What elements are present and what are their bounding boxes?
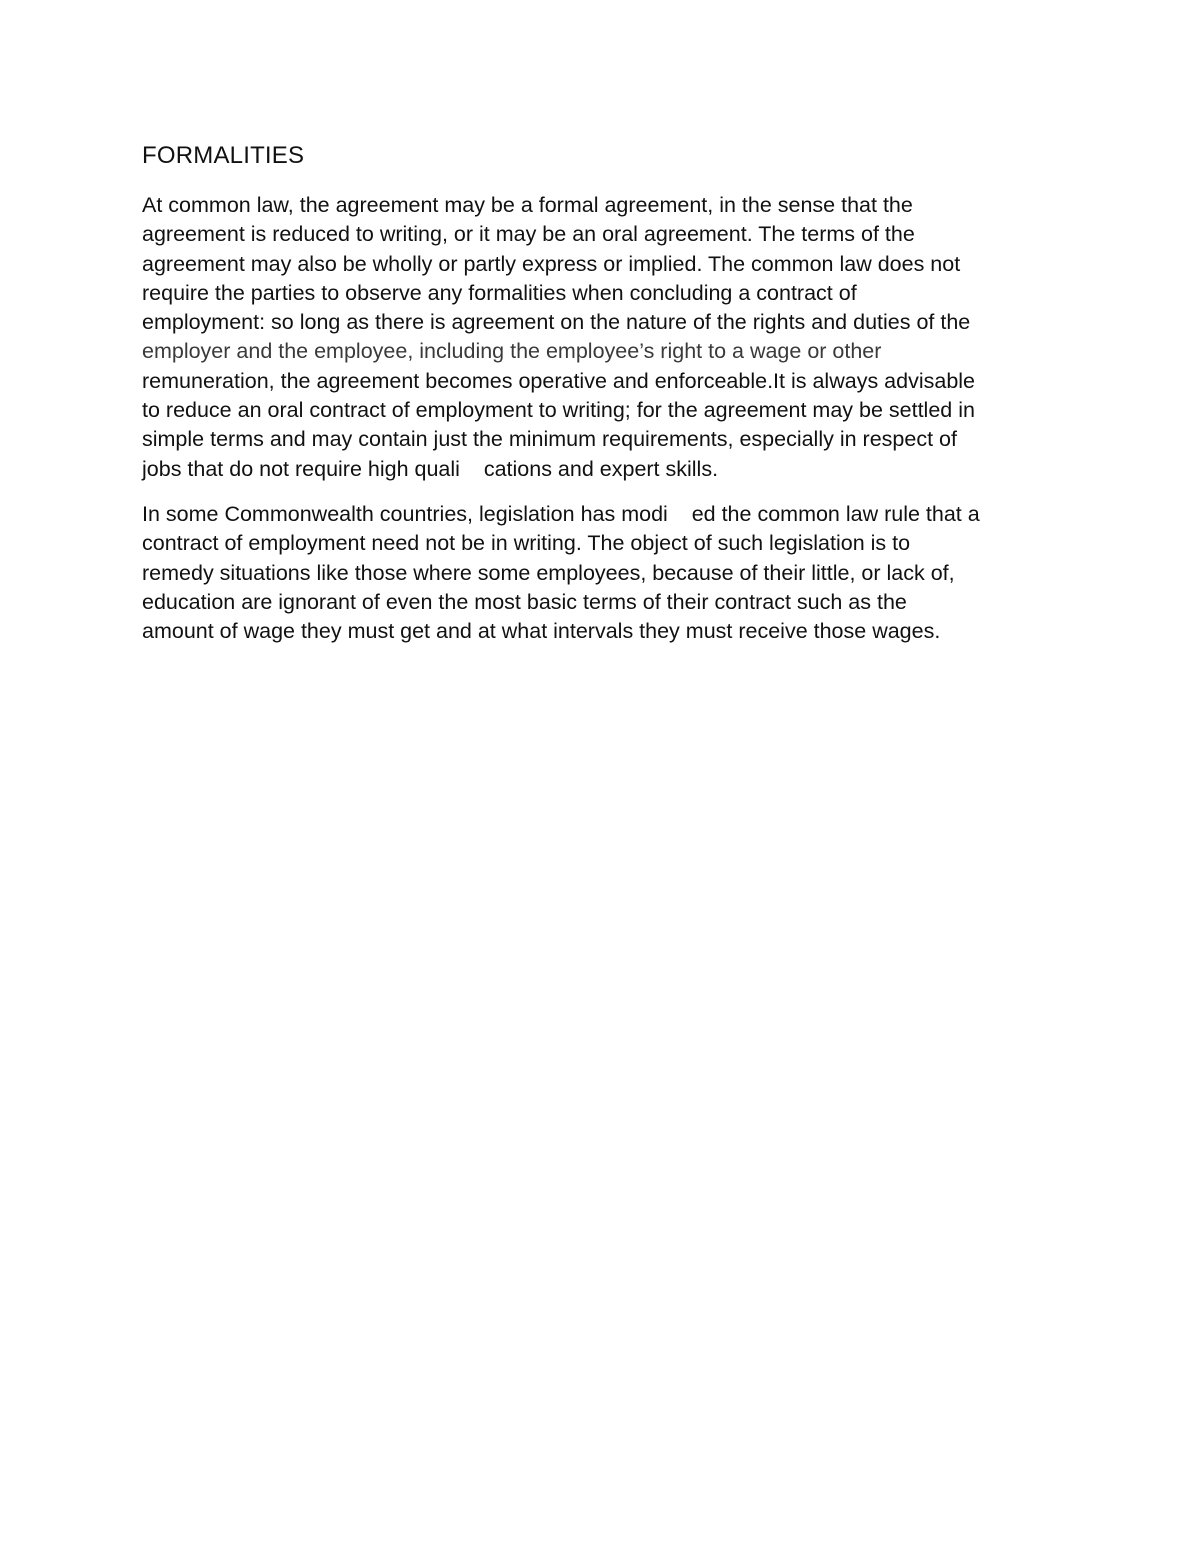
text-line: simple terms and may contain just the minimum requirements, especially in respect of <box>142 427 957 452</box>
text-line: agreement is reduced to writing, or it may be an oral agreement. The terms of the <box>142 222 915 247</box>
text-line: remedy situations like those where some employees, because of their little, or lack of, <box>142 560 955 585</box>
text-line: to reduce an oral contract of employment to writing; for the agreement may be settled in <box>142 398 975 423</box>
document-body <box>142 140 1072 662</box>
paragraph-1 <box>142 191 1072 484</box>
text-line: employer and the employee, including the employee’s right to a wage or other <box>142 339 882 364</box>
text-line: employment: so long as there is agreement on the nature of the rights and duties of the <box>142 310 971 335</box>
text-line: remuneration, the agreement becomes operative and enforceable.It is always advisable <box>142 368 976 393</box>
document-heading: FORMALITIES <box>142 142 305 169</box>
text-line: jobs that do not require high quali cations and expert skills. <box>142 456 719 481</box>
text-line: require the parties to observe any formalities when concluding a contract of <box>142 280 857 305</box>
text-line: amount of wage they must get and at what intervals they must receive those wages. <box>142 619 941 644</box>
text-line: contract of employment need not be in writing. The object of such legislation is to <box>142 531 911 556</box>
text-line: education are ignorant of even the most basic terms of their contract such as the <box>142 589 907 614</box>
text-line: At common law, the agreement may be a formal agreement, in the sense that the <box>142 193 913 217</box>
text-line: In some Commonwealth countries, legislation has modi ed the common law rule that a <box>142 501 980 526</box>
text-line: agreement may also be wholly or partly express or implied. The common law does not <box>142 251 961 276</box>
paragraph-2 <box>142 500 1072 646</box>
